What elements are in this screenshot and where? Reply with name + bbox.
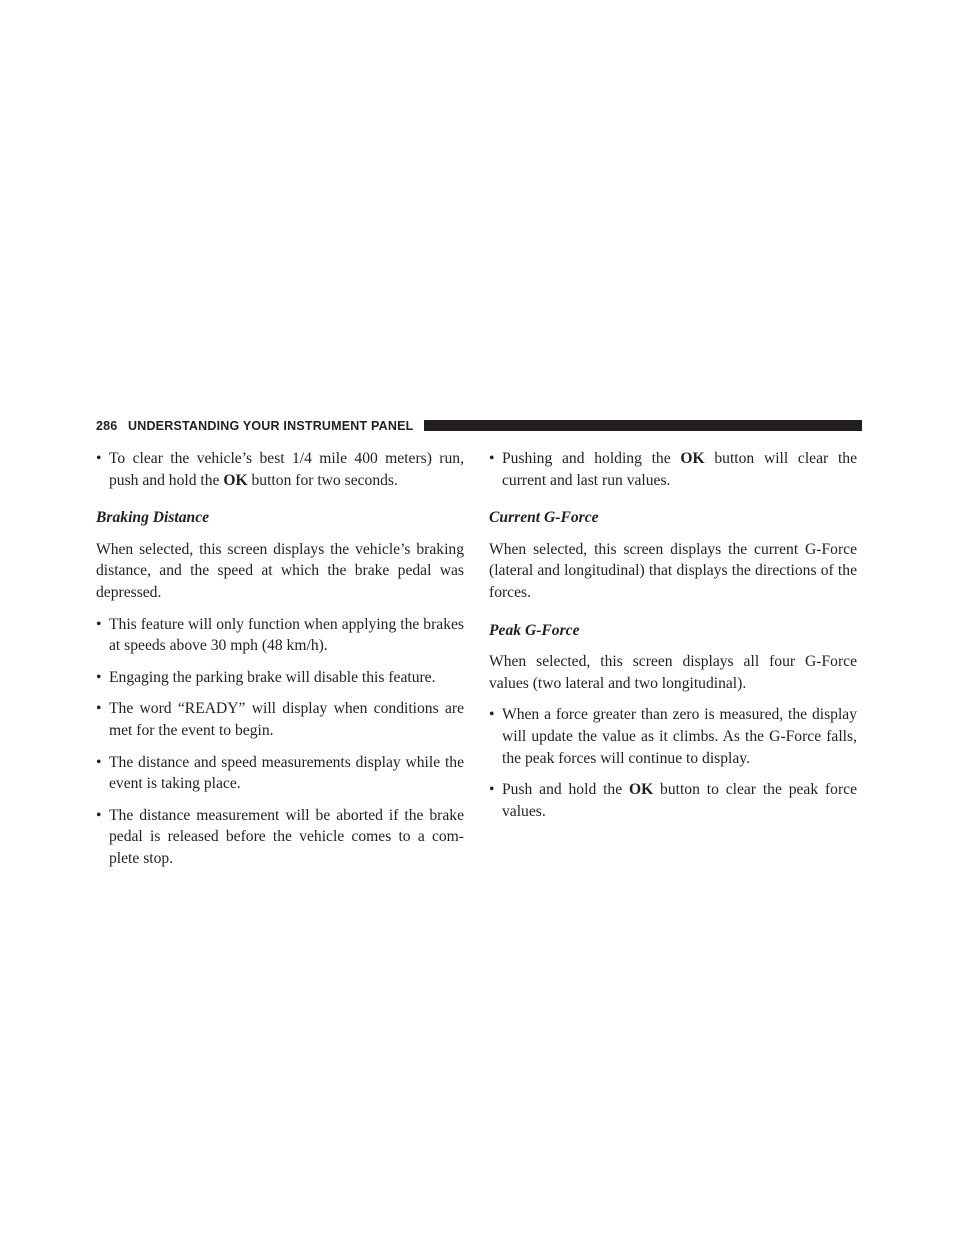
bullet-dot: • — [489, 706, 495, 724]
heading-peak-gforce: Peak G-Force — [489, 621, 580, 639]
page-number: 286 — [96, 419, 118, 433]
ok-button-label: OK — [223, 471, 248, 489]
section-title: UNDERSTANDING YOUR INSTRUMENT PANEL — [128, 419, 414, 433]
header-rule — [424, 420, 862, 431]
bullet-dot: • — [96, 806, 102, 824]
bullet-dot: • — [96, 753, 102, 771]
list-item: • Engaging the parking brake will disable this feature. — [96, 667, 464, 689]
bullet-dot: • — [489, 450, 495, 467]
heading-current-gforce: Current G-Force — [489, 509, 599, 527]
ok-button-label: OK — [680, 450, 705, 467]
list-item: • The distance measurement will be aborted if the brake pedal is released before the vehicle comes to a com- plete stop. — [96, 806, 464, 867]
bullet-clear-run: • To clear the vehicle’s best 1/4 mile 400 meters) run, push and hold the OK button for two seconds. — [96, 450, 464, 489]
bullet-dot: • — [489, 781, 495, 799]
bullet-clear-peak: • Push and hold the OK button to clear the peak force values. — [489, 781, 857, 820]
list-item: • This feature will only function when applying the brakes at speeds above 30 mph (48 km/h). — [96, 615, 464, 655]
right-column — [489, 448, 857, 832]
bullet-dot: • — [96, 450, 102, 467]
list-item: • The word “READY” will display when conditions are met for the event to begin. — [96, 700, 464, 739]
bullet-force-update: • When a force greater than zero is measured, the display will update the value as it climbs. As the G-Force falls, the peak forces will continue to display. — [489, 706, 857, 767]
ok-button-label: OK — [628, 781, 654, 799]
list-item: • The distance and speed measurements display while the event is taking place. — [96, 753, 464, 793]
bullet-dot: • — [96, 700, 102, 718]
bullet-clear-values: • Pushing and holding the OK button will clear the current and last run values. — [489, 450, 857, 489]
para-peak-gforce: When selected, this screen displays all four G-Force values (two lateral and two longitudinal). — [489, 653, 857, 692]
para-current-gforce: When selected, this screen displays the current G-Force (lateral and longitudinal) that displays the directions of the forces. — [489, 540, 857, 601]
bullet-dot: • — [96, 615, 102, 633]
para-braking-distance: When selected, this screen displays the vehicle’s braking distance, and the speed at which the brake pedal was depressed. — [96, 540, 464, 601]
page-header — [96, 418, 862, 434]
left-column — [96, 448, 464, 880]
bullet-dot: • — [96, 668, 102, 686]
heading-braking-distance: Braking Distance — [96, 509, 210, 527]
